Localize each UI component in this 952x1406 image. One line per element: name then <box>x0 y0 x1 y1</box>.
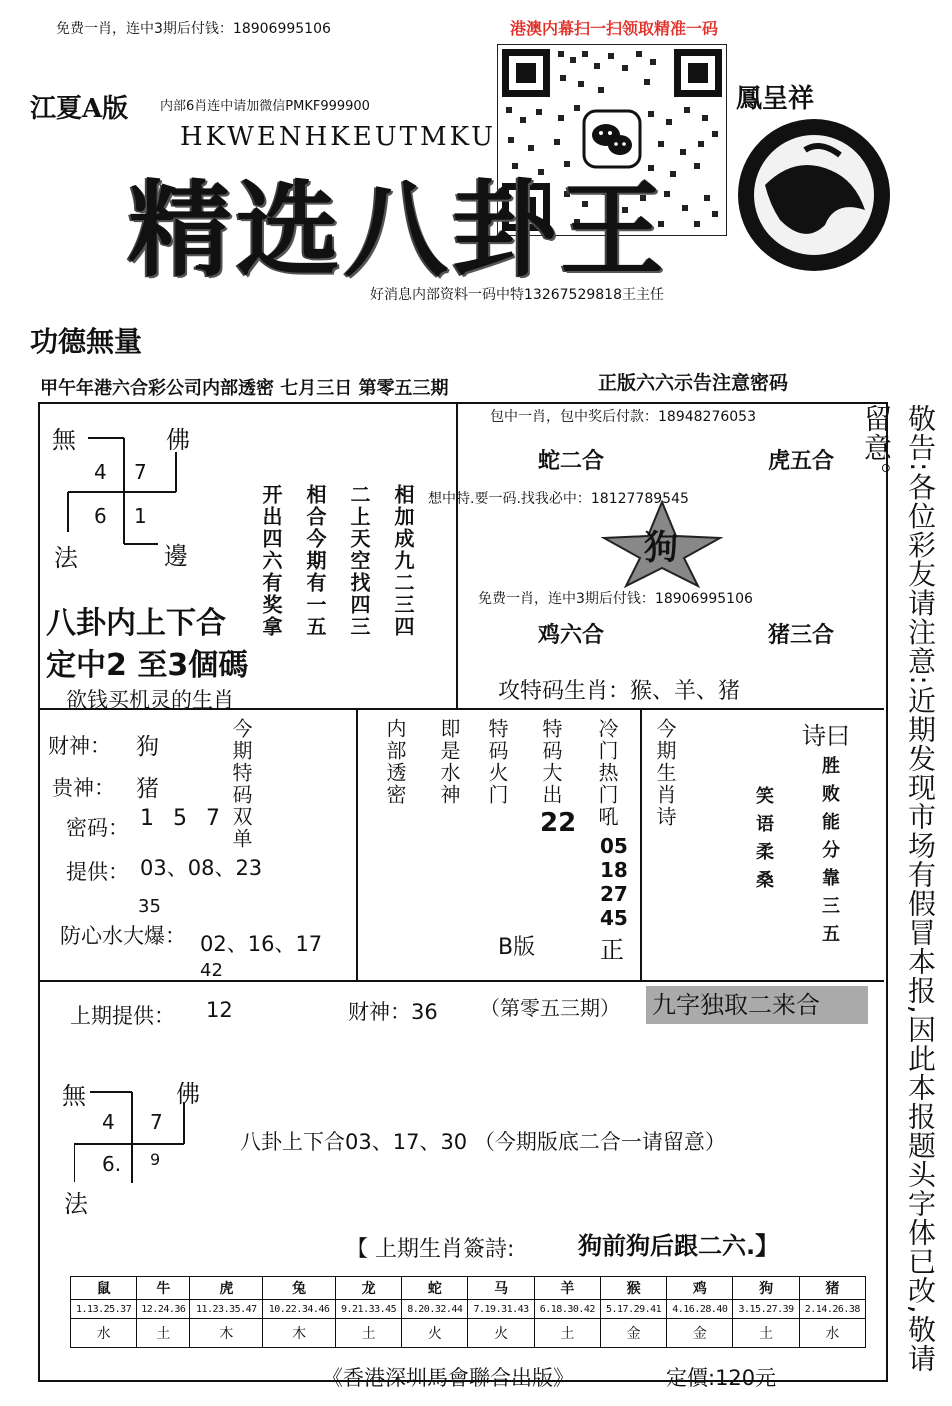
zodiac-element: 金 <box>600 1319 666 1348</box>
leng-num: 18 <box>600 858 628 882</box>
zodiac-name: 蛇 <box>402 1277 468 1300</box>
zodiac-numbers: 6.18.30.42 <box>534 1300 600 1319</box>
phoenix-title: 鳳呈祥 <box>736 84 815 114</box>
zodiac-element: 土 <box>335 1319 401 1348</box>
star-center: 狗 <box>644 528 678 568</box>
notice-right: 正版六六示告注意密码 <box>598 372 789 394</box>
col-lengmen: 冷门热门吼 <box>595 718 619 828</box>
zodiac-element: 土 <box>733 1319 799 1348</box>
bagua-big1: 八卦内上下合 <box>46 606 226 641</box>
bagua-wu: 無 <box>52 426 76 454</box>
leng-num: 05 <box>600 834 628 858</box>
last-tigong-value: 12 <box>206 998 233 1022</box>
bagua-n6: 6 <box>94 504 107 528</box>
zodiac-element: 木 <box>190 1319 263 1348</box>
zodiac-name: 鼠 <box>71 1277 137 1300</box>
last-bagua-line: 八卦上下合03、17、30 （今期版底二合一请留意） <box>240 1130 726 1154</box>
bagua-col4: 开出四六有奖拿 <box>259 484 283 638</box>
b-edition: B版 <box>498 935 536 960</box>
zodiac-numbers: 10.22.34.46 <box>263 1300 336 1319</box>
zodiac-numbers: 8.20.32.44 <box>402 1300 468 1319</box>
fangxin-value: 02、16、17 <box>200 932 323 956</box>
bagua-col2: 二上天空找四三 <box>347 484 371 638</box>
last-n6: 6. <box>102 1152 122 1176</box>
side-notice: 敬告:各位彩友请注意:近期发现市场有假冒本报,因此本报题头字体已改,敬请留意。 <box>860 404 937 1373</box>
zodiac-name: 虎 <box>190 1277 263 1300</box>
zodiac-numbers: 4.16.28.40 <box>667 1300 733 1319</box>
bagua-col1: 相加成九二三四 <box>391 484 415 638</box>
last-tigong-label: 上期提供： <box>70 1004 175 1028</box>
caishen-label: 财神： <box>48 734 111 758</box>
zodiac-name: 鸡 <box>667 1277 733 1300</box>
last-n4: 4 <box>102 1110 115 1134</box>
last-bagua-fo: 佛 <box>176 1080 200 1108</box>
zodiac-numbers: 2.14.26.38 <box>799 1300 865 1319</box>
last-bagua-diagram <box>74 1088 194 1188</box>
last-highlight: 九字独取二来合 <box>646 986 868 1024</box>
last-n7: 7 <box>150 1110 163 1134</box>
last-n9: 9 <box>150 1150 161 1169</box>
zodiac-numbers: 7.19.31.43 <box>468 1300 534 1319</box>
col-dachu: 特码大出 <box>539 718 563 806</box>
star-attack: 攻特码生肖：猴、羊、猪 <box>498 679 741 704</box>
fangxin-label: 防心水大爆： <box>60 924 186 948</box>
ad-top-left: 免费一肖，连中3期后付钱：18906995106 <box>56 21 331 37</box>
zodiac-numbers: 9.21.33.45 <box>335 1300 401 1319</box>
divider-top-mid <box>456 404 458 708</box>
star-chicken: 鸡六合 <box>538 623 605 648</box>
bagua-col3: 相合今期有一五 <box>303 484 327 638</box>
lengmen-nums <box>600 834 628 930</box>
bagua-fa: 法 <box>54 544 78 572</box>
caishen-value: 狗 <box>136 734 159 760</box>
zodiac-element: 土 <box>137 1319 190 1348</box>
zodiac-numbers: 12.24.36 <box>137 1300 190 1319</box>
poem-label: 【 上期生肖簽詩: <box>346 1237 515 1262</box>
zodiac-name: 兔 <box>263 1277 336 1300</box>
zodiac-table <box>70 1276 866 1348</box>
latin-title: HKWENHKEUTMKU <box>180 122 496 152</box>
zheng-label: 正 <box>600 936 624 964</box>
ad-wechat-line: 内部6肖连中请加微信PMKF999900 <box>160 99 370 114</box>
ad-want-special: 想中特.要一码.找我必中：18127789545 <box>428 491 689 507</box>
bagua-bian: 邊 <box>164 542 188 570</box>
last-bagua-wu: 無 <box>62 1082 86 1110</box>
motto: 功德無量 <box>30 325 143 358</box>
shi-line1: 胜败能分靠三五 <box>819 756 840 952</box>
ad-good-news: 好消息内部资料一码中特13267529818王主任 <box>370 287 664 303</box>
bagua-cross-diagram <box>60 432 200 552</box>
tigong-label: 提供： <box>66 860 129 884</box>
divider-row2-b <box>640 710 642 980</box>
last-caishen: 财神：36 <box>348 1000 438 1024</box>
zodiac-element: 火 <box>468 1319 534 1348</box>
zodiac-name: 羊 <box>534 1277 600 1300</box>
zodiac-element: 火 <box>402 1319 468 1348</box>
col-shengxiao-shi: 今期生肖诗 <box>653 718 677 828</box>
last-issue: （第零五三期） <box>480 996 620 1020</box>
shi-line2: 笑语柔桑 <box>753 786 774 898</box>
mima-label: 密码： <box>66 816 129 840</box>
col-shuishen: 即是水神 <box>437 718 461 806</box>
edition-label: 江夏A版 <box>30 94 129 124</box>
zodiac-numbers: 3.15.27.39 <box>733 1300 799 1319</box>
star-tiger: 虎五合 <box>768 449 835 474</box>
bagua-big2: 定中2 至3個碼 <box>46 648 249 683</box>
zodiac-element: 水 <box>799 1319 865 1348</box>
zodiac-element: 金 <box>667 1319 733 1348</box>
ad-free-mid: 免费一肖，连中3期后付钱：18906995106 <box>478 591 753 607</box>
tigong-value: 03、08、23 <box>140 856 263 880</box>
guishen-label: 贵神： <box>52 776 115 800</box>
last-bagua-fa: 法 <box>64 1190 88 1218</box>
big-title: 精选八卦王 <box>128 169 669 291</box>
zodiac-name: 马 <box>468 1277 534 1300</box>
col-huomen: 特码火门 <box>485 718 509 806</box>
zodiac-name: 牛 <box>137 1277 190 1300</box>
zodiac-element: 水 <box>71 1319 137 1348</box>
zodiac-element: 土 <box>534 1319 600 1348</box>
bagua-sub: 欲钱买机灵的生肖 <box>66 688 234 712</box>
divider-row2-a <box>356 710 358 980</box>
dachu-number: 22 <box>540 808 577 838</box>
poem-text: 狗前狗后跟二六.】 <box>578 1232 780 1260</box>
star-snake: 蛇二合 <box>538 449 605 474</box>
bagua-n7: 7 <box>134 460 147 484</box>
price: 定價:120元 <box>666 1366 777 1390</box>
leng-num: 27 <box>600 882 628 906</box>
zodiac-name: 狗 <box>733 1277 799 1300</box>
zodiac-name: 龙 <box>335 1277 401 1300</box>
bagua-fo: 佛 <box>166 426 190 454</box>
publisher: 《香港深圳馬會聯合出版》 <box>322 1366 574 1390</box>
ad-pay-after: 包中一肖，包中奖后付款：18948276053 <box>490 409 756 425</box>
zodiac-numbers: 11.23.35.47 <box>190 1300 263 1319</box>
ad-top-red: 港澳内幕扫一扫领取精准一码 <box>510 19 719 38</box>
zodiac-element: 木 <box>263 1319 336 1348</box>
number-42: 42 <box>200 960 223 981</box>
zodiac-name: 猪 <box>799 1277 865 1300</box>
zodiac-numbers: 5.17.29.41 <box>600 1300 666 1319</box>
star-pig: 猪三合 <box>768 623 835 648</box>
col-neibu: 内部透密 <box>383 718 407 806</box>
leng-num: 45 <box>600 906 628 930</box>
divider-row2 <box>40 980 884 982</box>
guishen-value: 猪 <box>136 776 159 802</box>
bagua-n1: 1 <box>134 504 147 528</box>
tema-shuangdan: 今期特码双单 <box>229 718 253 850</box>
number-35: 35 <box>138 896 161 917</box>
globe-emblem-icon <box>735 115 893 275</box>
issue-line: 甲午年港六合彩公司内部透密 七月三日 第零五三期 <box>40 378 449 399</box>
shi-title: 诗曰 <box>802 722 850 750</box>
zodiac-numbers: 1.13.25.37 <box>71 1300 137 1319</box>
mima-value: 1 5 7 <box>140 806 226 831</box>
zodiac-name: 猴 <box>600 1277 666 1300</box>
bagua-n4: 4 <box>94 460 107 484</box>
